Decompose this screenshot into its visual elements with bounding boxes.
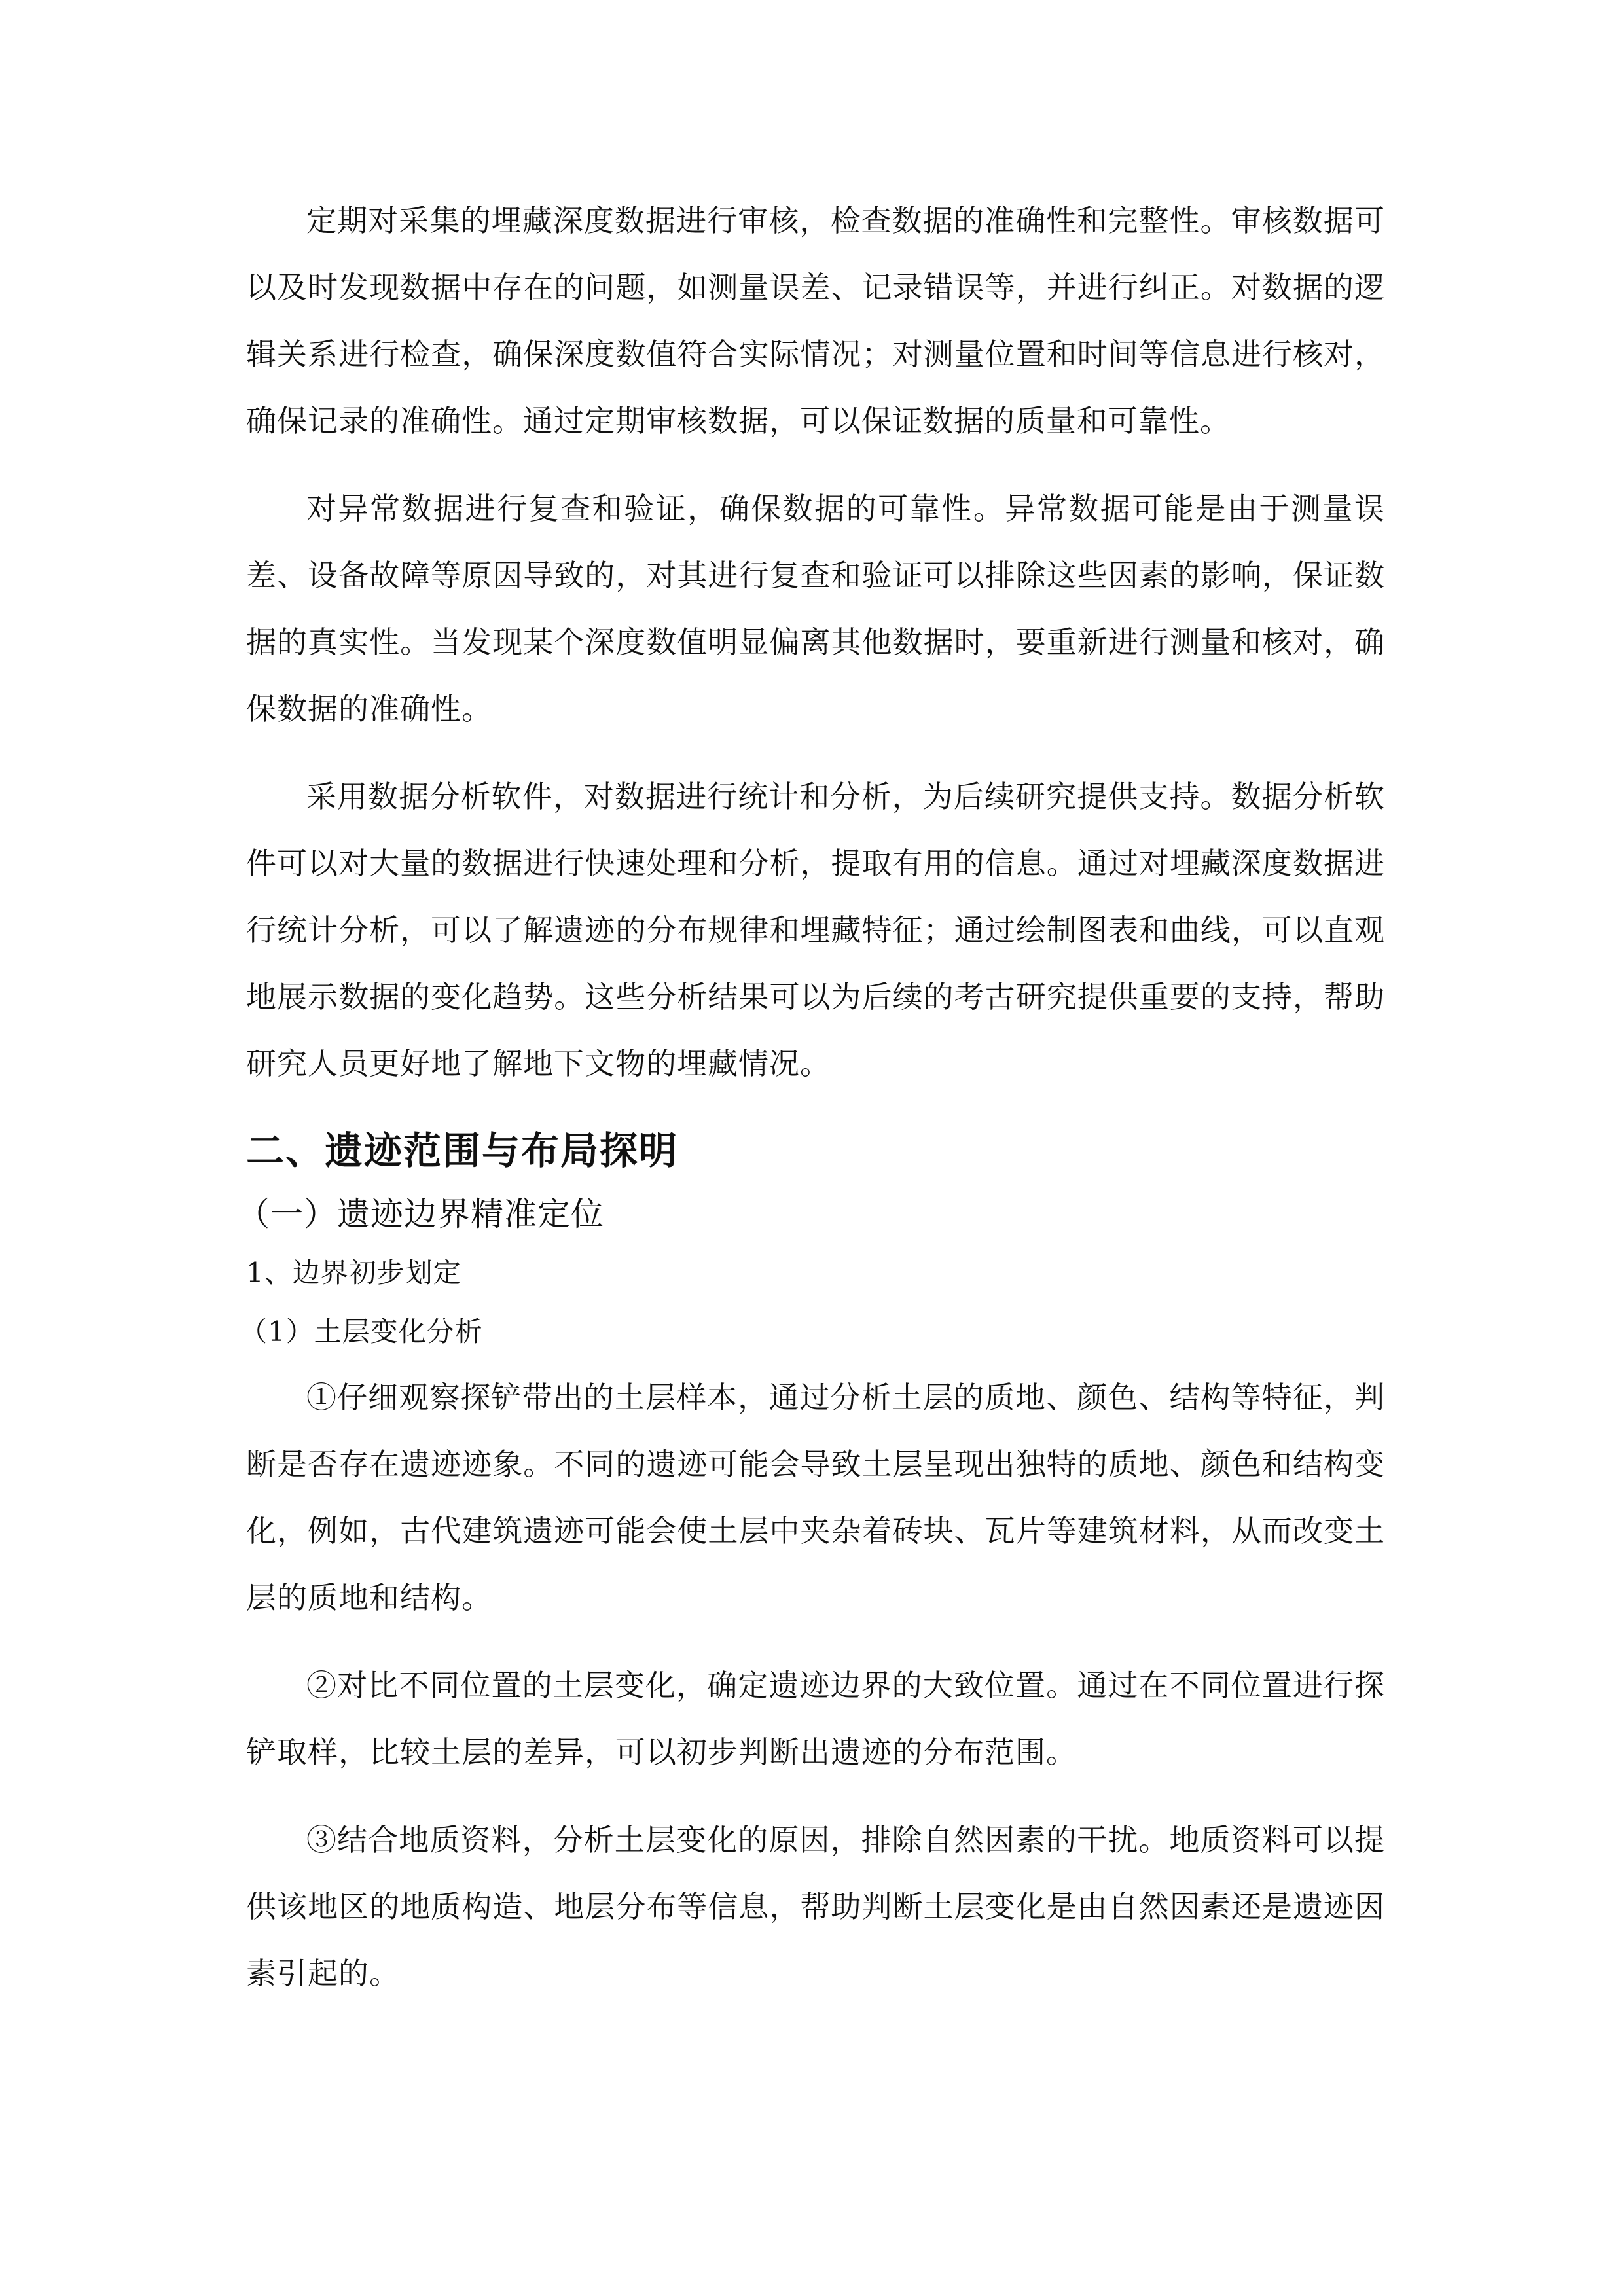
subsection-heading: （一）遗迹边界精准定位 — [237, 1195, 604, 1233]
paragraph-data-review: 定期对采集的埋藏深度数据进行审核，检查数据的准确性和完整性。审核数据可以及时发现数据中存在的问题，如测量误差、记录错误等，并进行纠正。对数据的逻辑关系进行检查，确保深度数值符合实际情况；对测量位置和时间等信息进行核对，确保记录的准确性。通过定期审核数据，可以保证数据的质量和可靠性。 — [246, 203, 1385, 439]
document-body — [237, 187, 1385, 2028]
section-heading: 二、遗迹范围与布局探明 — [246, 1128, 679, 1173]
paragraph-data-analysis: 采用数据分析软件，对数据进行统计和分析，为后续研究提供支持。数据分析软件可以对大量的数据进行快速处理和分析，提取有用的信息。通过对埋藏深度数据进行统计分析，可以了解遗迹的分布规律和埋藏特征；通过绘制图表和曲线，可以直观地展示数据的变化趋势。这些分析结果可以为后续的考古研究提供重要的支持，帮助研究人员更好地了解地下文物的埋藏情况。 — [246, 779, 1385, 1081]
item-heading: 1、边界初步划定 — [246, 1257, 461, 1289]
subitem-heading: （1）土层变化分析 — [240, 1316, 483, 1348]
paragraph-anomaly-check: 对异常数据进行复查和验证，确保数据的可靠性。异常数据可能是由于测量误差、设备故障等原因导致的，对其进行复查和验证可以排除这些因素的影响，保证数据的真实性。当发现某个深度数值明显偏离其他数据时，要重新进行测量和核对，确保数据的准确性。 — [246, 491, 1385, 726]
paragraph-geology-data: ③结合地质资料，分析土层变化的原因，排除自然因素的干扰。地质资料可以提供该地区的地质构造、地层分布等信息，帮助判断土层变化是由自然因素还是遗迹因素引起的。 — [246, 1822, 1385, 1991]
paragraph-soil-observation: ①仔细观察探铲带出的土层样本，通过分析土层的质地、颜色、结构等特征，判断是否存在遗迹迹象。不同的遗迹可能会导致土层呈现出独特的质地、颜色和结构变化，例如，古代建筑遗迹可能会使土层中夹杂着砖块、瓦片等建筑材料，从而改变土层的质地和结构。 — [246, 1380, 1385, 1615]
paragraph-soil-comparison: ②对比不同位置的土层变化，确定遗迹边界的大致位置。通过在不同位置进行探铲取样，比较土层的差异，可以初步判断出遗迹的分布范围。 — [246, 1668, 1385, 1770]
